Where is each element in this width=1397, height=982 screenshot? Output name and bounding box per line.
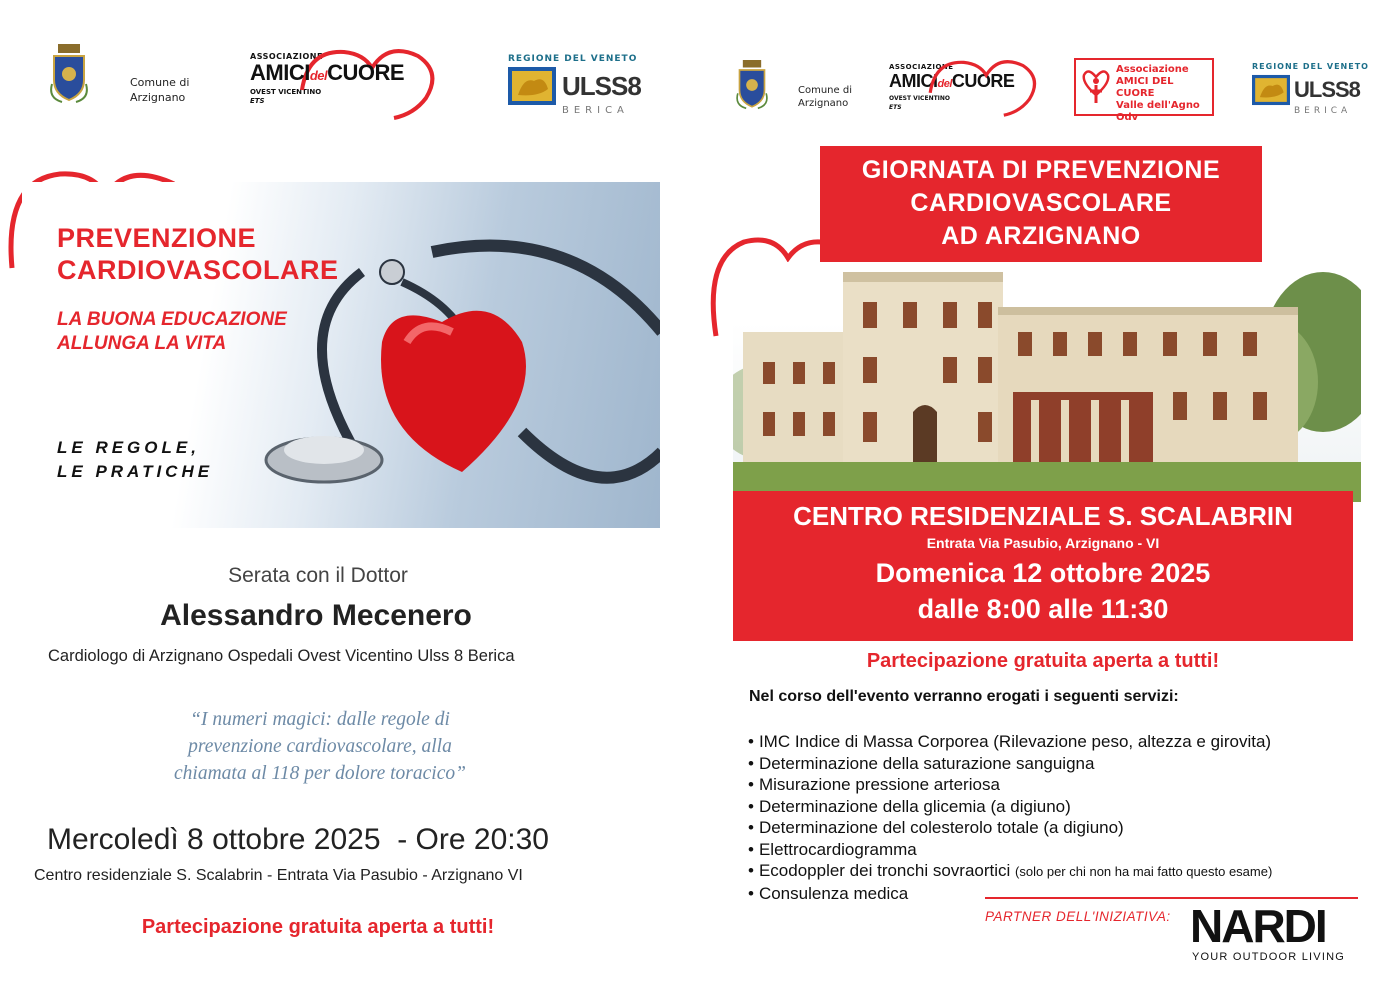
list-item: • Consulenza medica xyxy=(748,883,1368,905)
comune-logo xyxy=(50,44,88,108)
hero-subtitle-line1: LA BUONA EDUCAZIONE xyxy=(57,309,287,330)
hero-title-line1: PREVENZIONE xyxy=(57,223,257,253)
comune-label-right: Comune di Arzignano xyxy=(798,85,852,109)
amici-valle-agno-logo: Associazione AMICI DEL CUORE Valle dell'Agno Odv xyxy=(1074,58,1214,116)
location-banner xyxy=(733,491,1353,641)
list-item: • Elettrocardiogramma xyxy=(748,839,1368,861)
list-item: • Misurazione pressione arteriosa xyxy=(748,774,1368,796)
giornata-banner: GIORNATA DI PREVENZIONE CARDIOVASCOLARE AD ARZIGNANO xyxy=(820,146,1262,262)
doctor-role: Cardiologo di Arzignano Ospedali Ovest Vicentino Ulss 8 Berica xyxy=(48,647,515,665)
ulss8-logo: REGIONE DEL VENETO ULSS8 BERICA xyxy=(508,54,641,116)
amici-del-cuore-logo-right: ASSOCIAZIONE AMICIdelCUORE OVEST VICENTINO ETS xyxy=(889,63,1039,112)
free-participation-right: Partecipazione gratuita aperta a tutti! xyxy=(866,650,1220,672)
talk-quote: “I numeri magici: dalle regole di prevenzione cardiovascolare, alla chiamata al 118 per dolore toracico” xyxy=(174,709,466,784)
veneto-lion-icon xyxy=(508,67,556,105)
doctor-name: Alessandro Mecenero xyxy=(160,599,472,632)
amici-del-cuore-logo: ASSOCIAZIONE AMICIdelCUORE OVEST VICENTINO ETS xyxy=(250,52,435,106)
building-photo xyxy=(733,262,1361,502)
event-date-left: Mercoledì 8 ottobre 2025 - Ore 20:30 xyxy=(47,823,549,856)
heart-person-icon xyxy=(1082,67,1110,107)
building-icon xyxy=(733,262,1361,502)
partner-label: PARTNER DELL'INIZIATIVA: xyxy=(985,909,1171,924)
services-list xyxy=(748,731,1368,904)
comune-logo-right xyxy=(736,60,768,114)
comune-crest-icon xyxy=(736,60,768,110)
heart-outline-icon xyxy=(927,57,1039,119)
services-intro: Nel corso dell'evento verranno erogati i seguenti servizi: xyxy=(749,688,1179,705)
hero-rules-line1: LE REGOLE, xyxy=(57,438,200,457)
comune-crest-icon xyxy=(50,44,88,104)
partner-divider xyxy=(985,897,1358,899)
service-note: (solo per chi non ha mai fatto questo esame) xyxy=(1015,864,1273,879)
event-address-left: Centro residenziale S. Scalabrin - Entrata Via Pasubio - Arzignano VI xyxy=(34,867,523,884)
list-item: • Determinazione della saturazione sanguigna xyxy=(748,753,1368,775)
hero-rules-line2: LE PRATICHE xyxy=(57,462,214,481)
list-item: • Determinazione della glicemia (a digiuno) xyxy=(748,796,1368,818)
entrata-address: Entrata Via Pasubio, Arzignano - VI xyxy=(926,535,1160,551)
ulss8-logo-right: REGIONE DEL VENETO ULSS8 BERICA xyxy=(1252,62,1369,116)
comune-label: Comune di Arzignano xyxy=(130,76,190,104)
free-participation-left: Partecipazione gratuita aperta a tutti! xyxy=(141,916,495,938)
nardi-tagline: YOUR OUTDOOR LIVING xyxy=(1192,951,1345,963)
list-item: • IMC Indice di Massa Corporea (Rilevazione peso, altezza e girovita) xyxy=(748,731,1368,753)
list-item: • Ecodoppler dei tronchi sovraortici (solo per chi non ha mai fatto questo esame) xyxy=(748,860,1368,883)
event-date-right: Domenica 12 ottobre 2025 xyxy=(875,558,1211,588)
list-item: • Determinazione del colesterolo totale (a digiuno) xyxy=(748,817,1368,839)
nardi-logo: NARDI xyxy=(1190,900,1326,952)
centro-title: CENTRO RESIDENZIALE S. SCALABRIN xyxy=(793,501,1293,531)
event-hours-right: dalle 8:00 alle 11:30 xyxy=(917,594,1169,624)
hero-subtitle-line2: ALLUNGA LA VITA xyxy=(57,333,227,354)
hero-image xyxy=(22,182,660,528)
veneto-lion-icon xyxy=(1252,74,1290,106)
serata-label: Serata con il Dottor xyxy=(228,564,408,587)
hero-title-line2: CARDIOVASCOLARE xyxy=(57,255,339,285)
